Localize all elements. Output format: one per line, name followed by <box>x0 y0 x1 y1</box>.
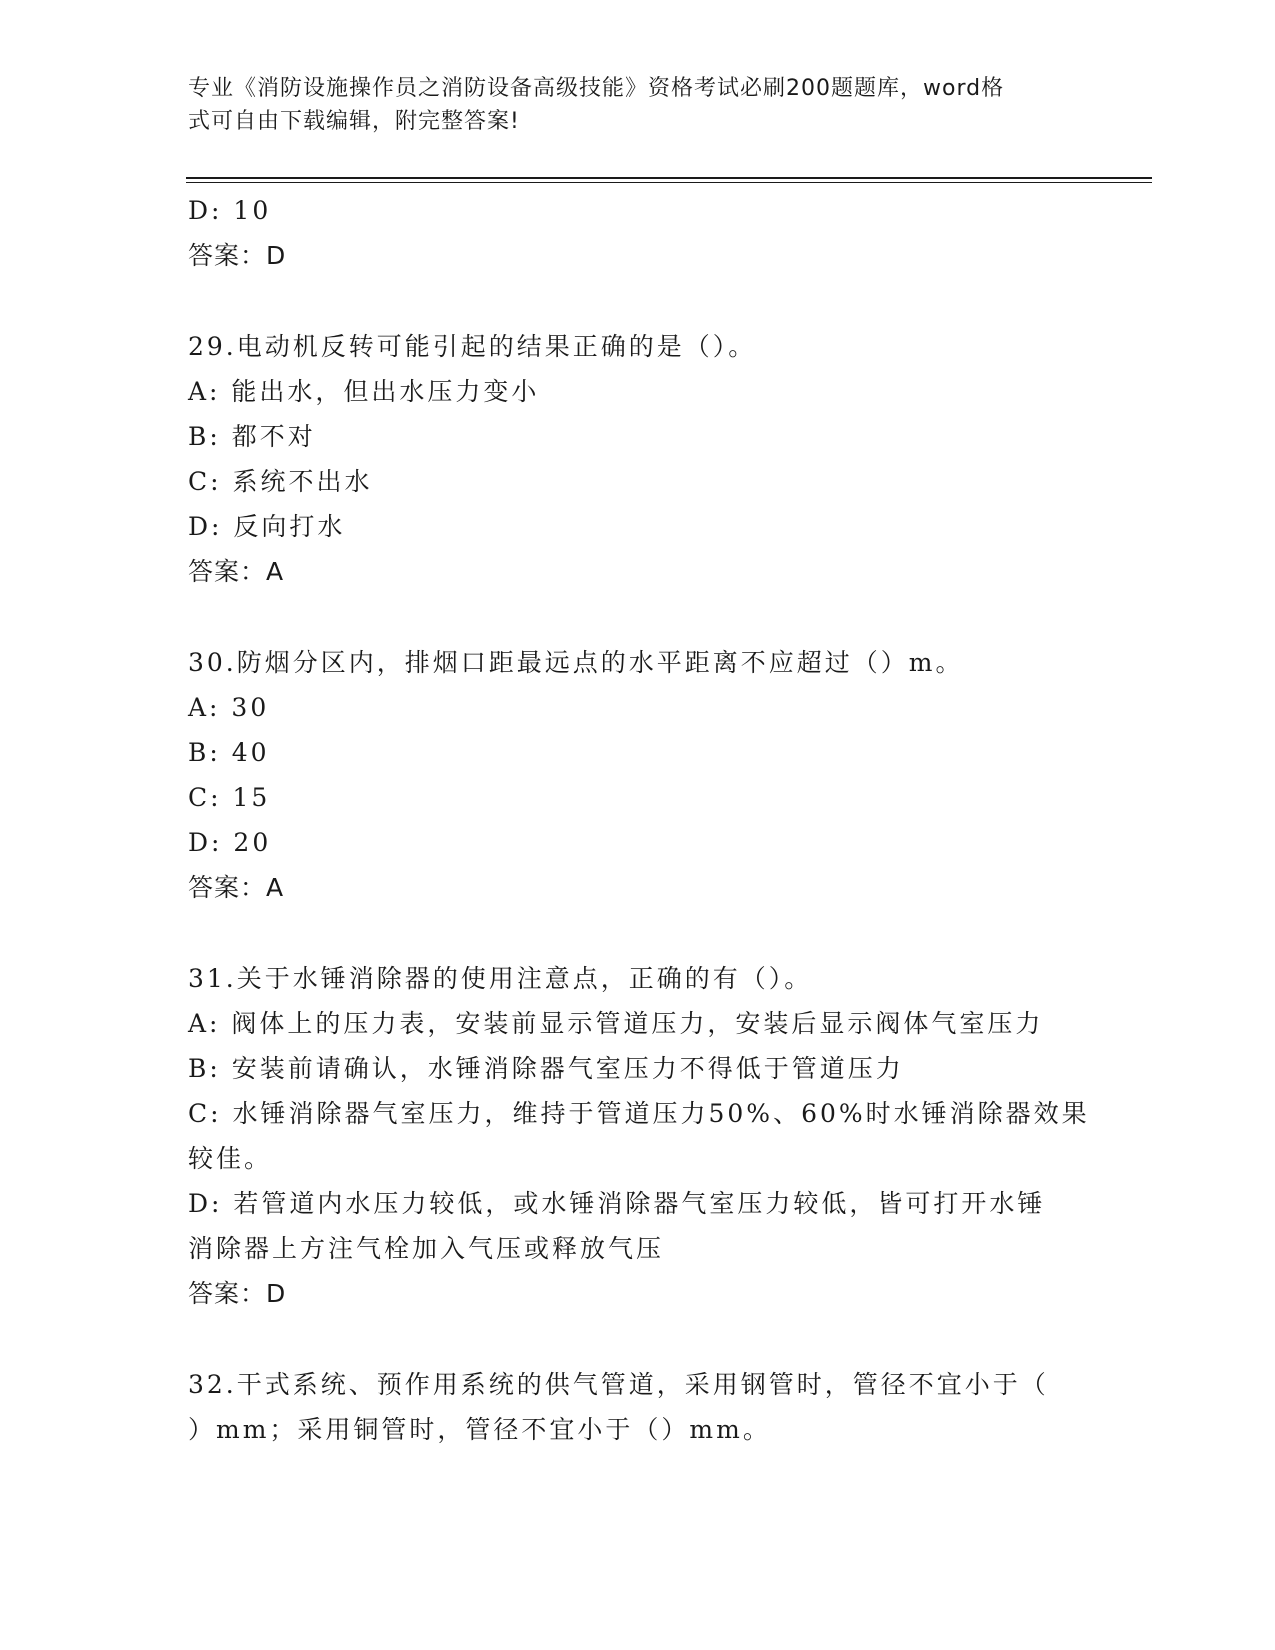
option-d: D: 20 <box>188 828 272 857</box>
question-spacer <box>188 594 1088 640</box>
question-block-29 <box>188 324 1088 594</box>
question-list <box>188 188 1088 1452</box>
option-c-continued: 较佳。 <box>188 1144 273 1173</box>
option-d-continued: 消除器上方注气栓加入气压或释放气压 <box>188 1234 665 1263</box>
header-divider-thin <box>186 182 1152 183</box>
question-spacer <box>188 910 1088 956</box>
answer-label: 答案：A <box>188 557 285 586</box>
question-spacer <box>188 278 1088 324</box>
question-block-31 <box>188 956 1088 1316</box>
option-d: D: 10 <box>188 196 272 225</box>
option-d: D: 反向打水 <box>188 512 346 541</box>
question-stem-continued: ）mm；采用铜管时，管径不宜小于（）mm。 <box>188 1415 771 1444</box>
header-line-2: 式可自由下载编辑，附完整答案! <box>188 109 520 134</box>
answer-label: 答案：A <box>188 873 285 902</box>
option-b: B: 都不对 <box>188 422 316 451</box>
option-c: C: 15 <box>188 783 271 812</box>
question-block-32 <box>188 1362 1088 1452</box>
option-a: A: 30 <box>188 693 270 722</box>
option-b: B: 安装前请确认，水锤消除器气室压力不得低于管道压力 <box>188 1054 904 1083</box>
question-block-30 <box>188 640 1088 910</box>
option-d: D: 若管道内水压力较低，或水锤消除器气室压力较低，皆可打开水锤 <box>188 1189 1046 1218</box>
question-stem: 32.干式系统、预作用系统的供气管道，采用钢管时，管径不宜小于（ <box>188 1370 1049 1399</box>
page-header <box>188 72 1068 138</box>
answer-label: 答案：D <box>188 1279 287 1308</box>
question-block-28 <box>188 188 1088 278</box>
question-stem: 30.防烟分区内，排烟口距最远点的水平距离不应超过（）m。 <box>188 648 964 677</box>
header-line-1: 专业《消防设施操作员之消防设备高级技能》资格考试必刷200题题库，word格 <box>188 76 1005 101</box>
header-divider <box>186 177 1152 179</box>
option-a: A: 能出水，但出水压力变小 <box>188 377 540 406</box>
answer-label: 答案：D <box>188 241 287 270</box>
question-spacer <box>188 1316 1088 1362</box>
option-a: A: 阀体上的压力表，安装前显示管道压力，安装后显示阀体气室压力 <box>188 1009 1044 1038</box>
question-stem: 29.电动机反转可能引起的结果正确的是（）。 <box>188 332 757 361</box>
question-stem: 31.关于水锤消除器的使用注意点，正确的有（）。 <box>188 964 813 993</box>
option-c: C: 水锤消除器气室压力，维持于管道压力50%、60%时水锤消除器效果 <box>188 1099 1090 1128</box>
option-c: C: 系统不出水 <box>188 467 373 496</box>
option-b: B: 40 <box>188 738 270 767</box>
